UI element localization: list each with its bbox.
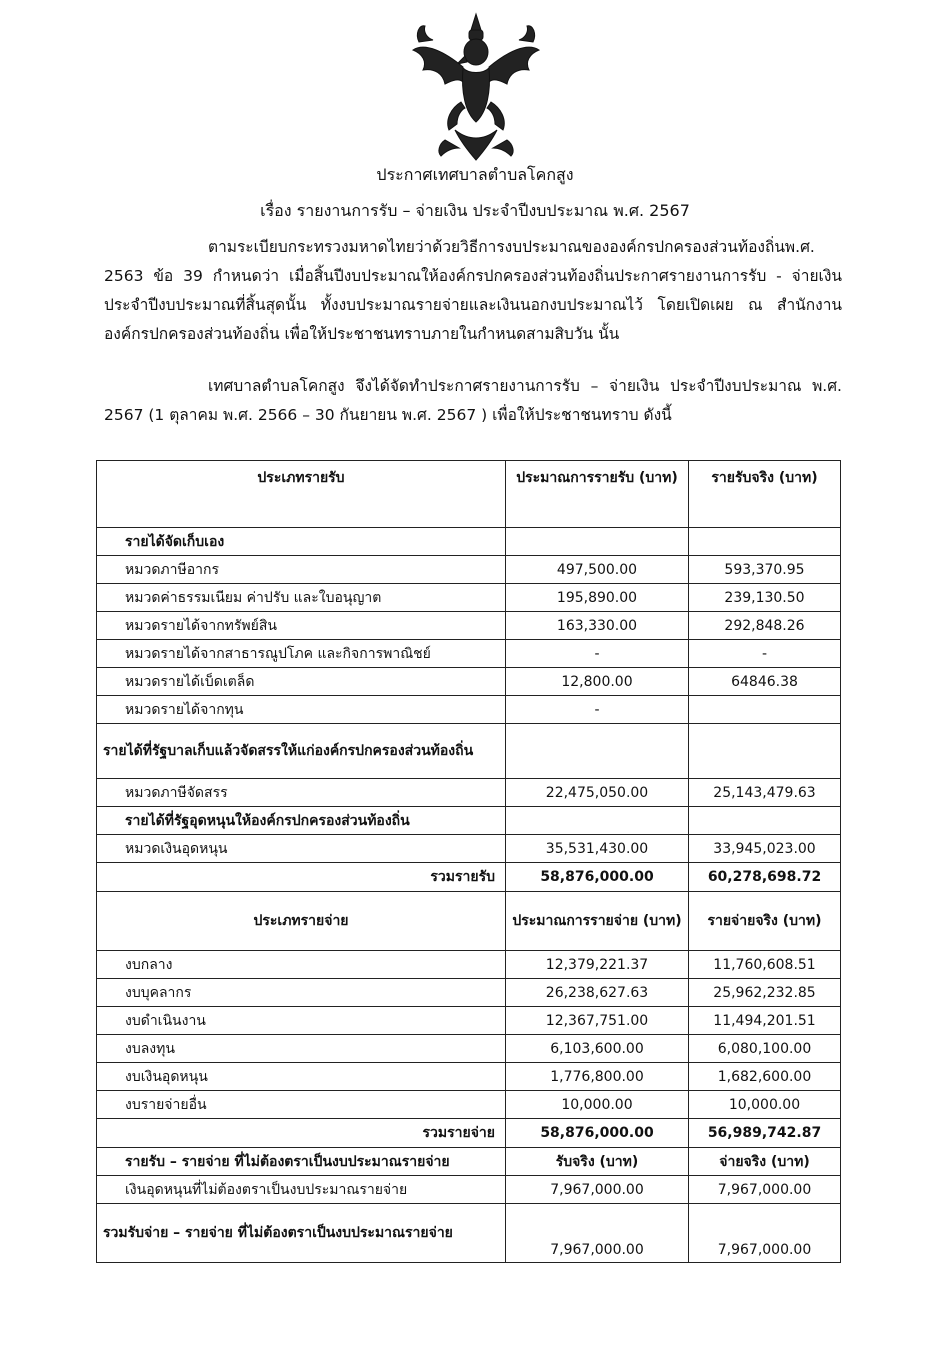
table-row bbox=[97, 979, 841, 1007]
row-actual: 593,370.95 bbox=[689, 556, 841, 584]
row-label: หมวดค่าธรรมเนียม ค่าปรับ และใบอนุญาต bbox=[97, 584, 506, 612]
row-label: เงินอุดหนุนที่ไม่ต้องตราเป็นงบประมาณรายจ่าย bbox=[97, 1176, 506, 1204]
income-expense-table bbox=[96, 460, 841, 1263]
row-actual: 25,143,479.63 bbox=[689, 779, 841, 807]
income-header-row bbox=[97, 461, 841, 528]
row-actual: 239,130.50 bbox=[689, 584, 841, 612]
table-row bbox=[97, 951, 841, 979]
table-row bbox=[97, 556, 841, 584]
table-row bbox=[97, 1035, 841, 1063]
total-actual: 60,278,698.72 bbox=[689, 863, 841, 892]
table-row bbox=[97, 612, 841, 640]
row-actual: - bbox=[689, 640, 841, 668]
row-label: งบรายจ่ายอื่น bbox=[97, 1091, 506, 1119]
row-estimate: 12,379,221.37 bbox=[506, 951, 689, 979]
row-estimate: 26,238,627.63 bbox=[506, 979, 689, 1007]
row-actual: 292,848.26 bbox=[689, 612, 841, 640]
row-estimate: 12,800.00 bbox=[506, 668, 689, 696]
row-actual bbox=[689, 696, 841, 724]
section-label: รายได้ที่รัฐอุดหนุนให้องค์กรปกครองส่วนท้องถิ่น bbox=[97, 807, 506, 835]
table-row bbox=[97, 1176, 841, 1204]
income-total-row bbox=[97, 863, 841, 892]
section-row bbox=[97, 724, 841, 779]
row-actual: 6,080,100.00 bbox=[689, 1035, 841, 1063]
total-estimate: 58,876,000.00 bbox=[506, 1119, 689, 1148]
non-budget-header-row bbox=[97, 1148, 841, 1176]
expense-header-row bbox=[97, 892, 841, 951]
section-label: รายได้จัดเก็บเอง bbox=[97, 528, 506, 556]
row-estimate: 497,500.00 bbox=[506, 556, 689, 584]
header-expense-type: ประเภทรายจ่าย bbox=[97, 892, 506, 951]
table-row bbox=[97, 584, 841, 612]
announcement-title: ประกาศเทศบาลตำบลโคกสูง bbox=[376, 165, 574, 184]
row-label: หมวดรายได้จากทุน bbox=[97, 696, 506, 724]
row-label: หมวดเงินอุดหนุน bbox=[97, 835, 506, 863]
row-estimate: 1,776,800.00 bbox=[506, 1063, 689, 1091]
row-actual: 25,962,232.85 bbox=[689, 979, 841, 1007]
row-estimate: 22,475,050.00 bbox=[506, 779, 689, 807]
total-label: รวมรายรับ bbox=[97, 863, 506, 892]
table-row bbox=[97, 640, 841, 668]
row-label: หมวดรายได้เบ็ดเตล็ด bbox=[97, 668, 506, 696]
table-row bbox=[97, 696, 841, 724]
row-label: หมวดภาษีอากร bbox=[97, 556, 506, 584]
row-paid: 7,967,000.00 bbox=[689, 1176, 841, 1204]
row-estimate: 10,000.00 bbox=[506, 1091, 689, 1119]
row-actual: 10,000.00 bbox=[689, 1091, 841, 1119]
total-label: รวมรายจ่าย bbox=[97, 1119, 506, 1148]
row-actual: 11,760,608.51 bbox=[689, 951, 841, 979]
row-label: หมวดภาษีจัดสรร bbox=[97, 779, 506, 807]
header-income-type: ประเภทรายรับ bbox=[97, 461, 506, 528]
table-row bbox=[97, 835, 841, 863]
total-actual: 56,989,742.87 bbox=[689, 1119, 841, 1148]
row-label: หมวดรายได้จากสาธารณูปโภค และกิจการพาณิชย์ bbox=[97, 640, 506, 668]
total-label: รวมรับจ่าย – รายจ่าย ที่ไม่ต้องตราเป็นงบประมาณรายจ่าย bbox=[97, 1204, 506, 1263]
row-actual: 64846.38 bbox=[689, 668, 841, 696]
section-label: รายได้ที่รัฐบาลเก็บแล้วจัดสรรให้แก่องค์กรปกครองส่วนท้องถิ่น bbox=[97, 724, 506, 779]
row-label: งบบุคลากร bbox=[97, 979, 506, 1007]
row-label: งบดำเนินงาน bbox=[97, 1007, 506, 1035]
total-paid: 7,967,000.00 bbox=[689, 1204, 841, 1263]
section-row bbox=[97, 807, 841, 835]
row-estimate: - bbox=[506, 640, 689, 668]
row-label: งบลงทุน bbox=[97, 1035, 506, 1063]
non-budget-received-header: รับจริง (บาท) bbox=[506, 1148, 689, 1176]
non-budget-label: รายรับ – รายจ่าย ที่ไม่ต้องตราเป็นงบประมาณรายจ่าย bbox=[97, 1148, 506, 1176]
total-received: 7,967,000.00 bbox=[506, 1204, 689, 1263]
table-row bbox=[97, 1063, 841, 1091]
expense-total-row bbox=[97, 1119, 841, 1148]
section-row bbox=[97, 528, 841, 556]
non-budget-total-row bbox=[97, 1204, 841, 1263]
garuda-emblem bbox=[405, 12, 547, 162]
row-estimate: - bbox=[506, 696, 689, 724]
row-estimate: 195,890.00 bbox=[506, 584, 689, 612]
table-row bbox=[97, 1091, 841, 1119]
total-estimate: 58,876,000.00 bbox=[506, 863, 689, 892]
row-estimate: 163,330.00 bbox=[506, 612, 689, 640]
announcement-subject: เรื่อง รายงานการรับ – จ่ายเงิน ประจำปีงบประมาณ พ.ศ. 2567 bbox=[260, 201, 690, 220]
row-label: งบเงินอุดหนุน bbox=[97, 1063, 506, 1091]
row-actual: 33,945,023.00 bbox=[689, 835, 841, 863]
non-budget-paid-header: จ่ายจริง (บาท) bbox=[689, 1148, 841, 1176]
table-row bbox=[97, 779, 841, 807]
body-paragraph-1: ตามระเบียบกระทรวงมหาดไทยว่าด้วยวิธีการงบประมาณขององค์กรปกครองส่วนท้องถิ่นพ.ศ. 2563 ข้อ 39 กำหนดว่า เมื่อสิ้นปีงบประมาณให้องค์กรปกครองส่วนท้องถิ่นประกาศรายงานการรับ - จ่ายเงินประจำปีงบประมาณที่สิ้นสุดนั้น ทั้งงบประมาณรายจ่ายและเงินนอกงบประมาณไว้ โดยเปิดเผย ณ สำนักงานองค์กรปกครองส่วนท้องถิ่น เพื่อให้ประชาชนทราบภายในกำหนดสามสิบวัน นั้น bbox=[104, 238, 842, 343]
row-estimate: 35,531,430.00 bbox=[506, 835, 689, 863]
row-label: งบกลาง bbox=[97, 951, 506, 979]
table-row bbox=[97, 1007, 841, 1035]
body-paragraph-2: เทศบาลตำบลโคกสูง จึงได้จัดทำประกาศรายงานการรับ – จ่ายเงิน ประจำปีงบประมาณ พ.ศ. 2567 (1 ตุลาคม พ.ศ. 2566 – 30 กันยายน พ.ศ. 2567 ) เพื่อให้ประชาชนทราบ ดังนี้ bbox=[104, 377, 842, 424]
header-income-actual: รายรับจริง (บาท) bbox=[689, 461, 841, 528]
row-received: 7,967,000.00 bbox=[506, 1176, 689, 1204]
row-estimate: 12,367,751.00 bbox=[506, 1007, 689, 1035]
header-income-estimate: ประมาณการรายรับ (บาท) bbox=[506, 461, 689, 528]
row-estimate: 6,103,600.00 bbox=[506, 1035, 689, 1063]
table-row bbox=[97, 668, 841, 696]
header-expense-actual: รายจ่ายจริง (บาท) bbox=[689, 892, 841, 951]
row-actual: 1,682,600.00 bbox=[689, 1063, 841, 1091]
header-expense-estimate: ประมาณการรายจ่าย (บาท) bbox=[506, 892, 689, 951]
row-actual: 11,494,201.51 bbox=[689, 1007, 841, 1035]
row-label: หมวดรายได้จากทรัพย์สิน bbox=[97, 612, 506, 640]
